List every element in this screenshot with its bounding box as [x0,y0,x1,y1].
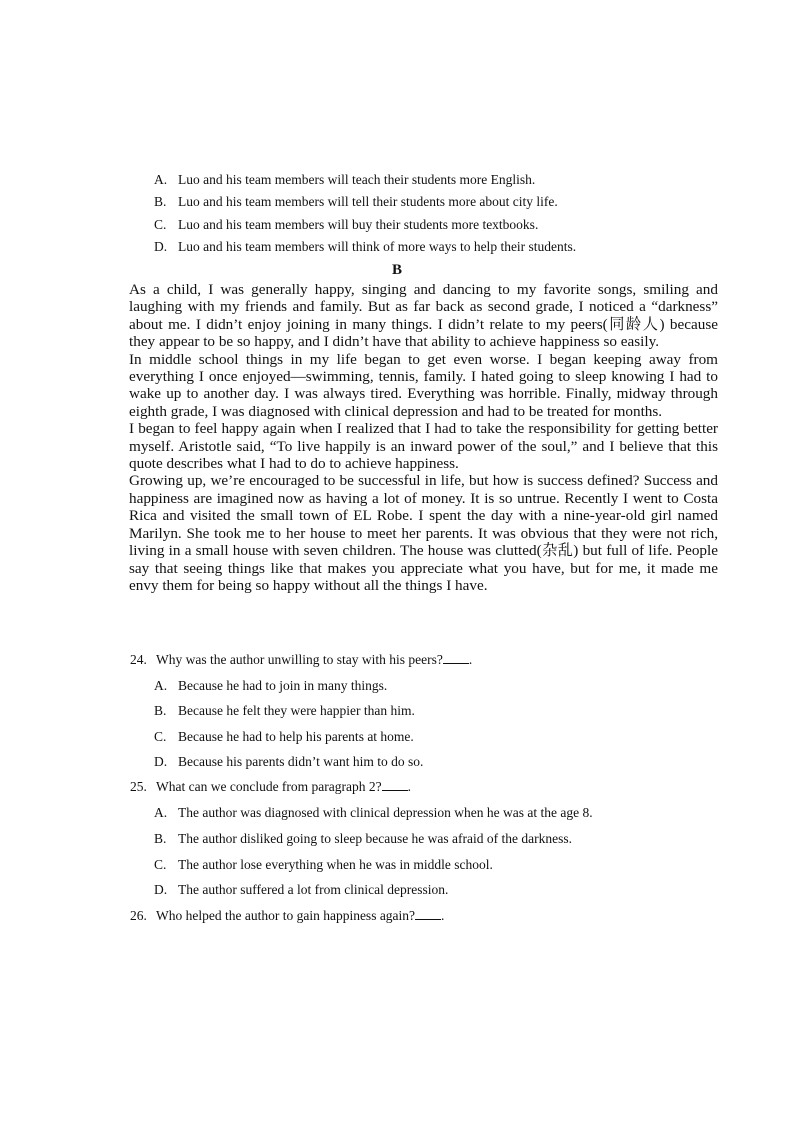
question-26 [130,908,444,924]
option-letter: A. [154,172,168,187]
option-letter: C. [154,857,167,872]
question-number: 24. [130,652,147,667]
option-letter: A. [154,805,168,820]
answer-blank[interactable] [382,779,408,791]
prev-option-b [154,194,558,210]
option-text: Luo and his team members will buy their students more textbooks. [178,217,539,232]
question-number: 26. [130,908,147,923]
option-text: Luo and his team members will tell their students more about city life. [178,194,558,209]
option-letter: D. [154,239,168,254]
option-text: The author was diagnosed with clinical depression when he was at the age 8. [178,805,593,820]
option-text: Because he had to help his parents at home. [178,729,414,744]
question-end: . [407,779,412,794]
q24-option-b [154,703,415,719]
option-letter: D. [154,754,168,769]
option-letter: B. [154,703,167,718]
q25-option-c [154,857,493,873]
option-text: Luo and his team members will teach their students more English. [178,172,536,187]
question-end: . [441,908,445,923]
question-number: 25. [130,779,147,794]
passage-paragraph-1: As a child, I was generally happy, singing and dancing to my favorite songs, smiling and laughing with my friends and family. But as far back as second grade, I noticed a “darkness” about me. I didn’t enjoy joining in many things. I didn’t relate to my peers(同龄人) because they appear to be so happy, and I didn’t have that ability to achieve happiness so easily. [129,281,718,351]
q24-option-d [154,754,423,770]
option-text: Because he had to join in many things. [178,678,388,693]
passage-paragraph-3: I began to feel happy again when I realized that I had to take the responsibility for getting better myself. Aristotle said, “To live happily is an inward power of the soul,” and I believe that this quote describes what I had to do to achieve happiness. [129,420,718,473]
q24-option-a [154,678,387,694]
answer-blank[interactable] [415,908,441,920]
q25-option-a [154,805,593,821]
option-text: The author suffered a lot from clinical depression. [178,882,449,897]
reading-passage [129,281,718,594]
prev-option-c [154,217,538,233]
section-label: B [391,262,402,278]
option-letter: C. [154,729,167,744]
option-letter: D. [154,882,168,897]
question-25 [130,779,411,795]
option-text: The author lose everything when he was in middle school. [178,857,493,872]
question-24 [130,652,472,668]
question-text: What can we conclude from paragraph 2? [156,779,382,794]
prev-option-a [154,172,535,188]
passage-paragraph-2: In middle school things in my life began to get even worse. I began keeping away from everything I once enjoyed—swimming, tennis, family. I hated going to sleep knowing I had to wake up to another day. I was always tired. Everything was horrible. Finally, midway through eighth grade, I was diagnosed with clinical depression and had to be treated for months. [129,350,718,420]
option-text: Because his parents didn’t want him to do so. [178,754,424,769]
option-letter: A. [154,678,168,693]
option-letter: B. [154,194,167,209]
option-text: Luo and his team members will think of more ways to help their students. [178,239,577,254]
option-text: The author disliked going to sleep because he was afraid of the darkness. [178,831,572,846]
answer-blank[interactable] [443,652,469,664]
passage-paragraph-4: Growing up, we’re encouraged to be successful in life, but how is success defined? Success and happiness are imagined now as having a lot of money. It is so untrue. Recently I went to Costa Rica and visited the small town of EL Robe. I spent the day with a nine-year-old girl named Marilyn. She took me to her house to meet her parents. It was obvious that they were not rich, living in a small house with seven children. The house was clutted(杂乱) but full of life. People say that seeing things like that makes you appreciate what you have, but for me, it made me envy them for being so happy without all the things I have. [129,472,718,594]
question-text: Why was the author unwilling to stay with his peers? [156,652,443,667]
q24-option-c [154,729,414,745]
question-end: . [468,652,473,667]
q25-option-d [154,882,448,898]
option-letter: B. [154,831,167,846]
option-text: Because he felt they were happier than him. [178,703,415,718]
question-text: Who helped the author to gain happiness again? [156,908,416,923]
prev-option-d [154,239,576,255]
q25-option-b [154,831,572,847]
option-letter: C. [154,217,167,232]
